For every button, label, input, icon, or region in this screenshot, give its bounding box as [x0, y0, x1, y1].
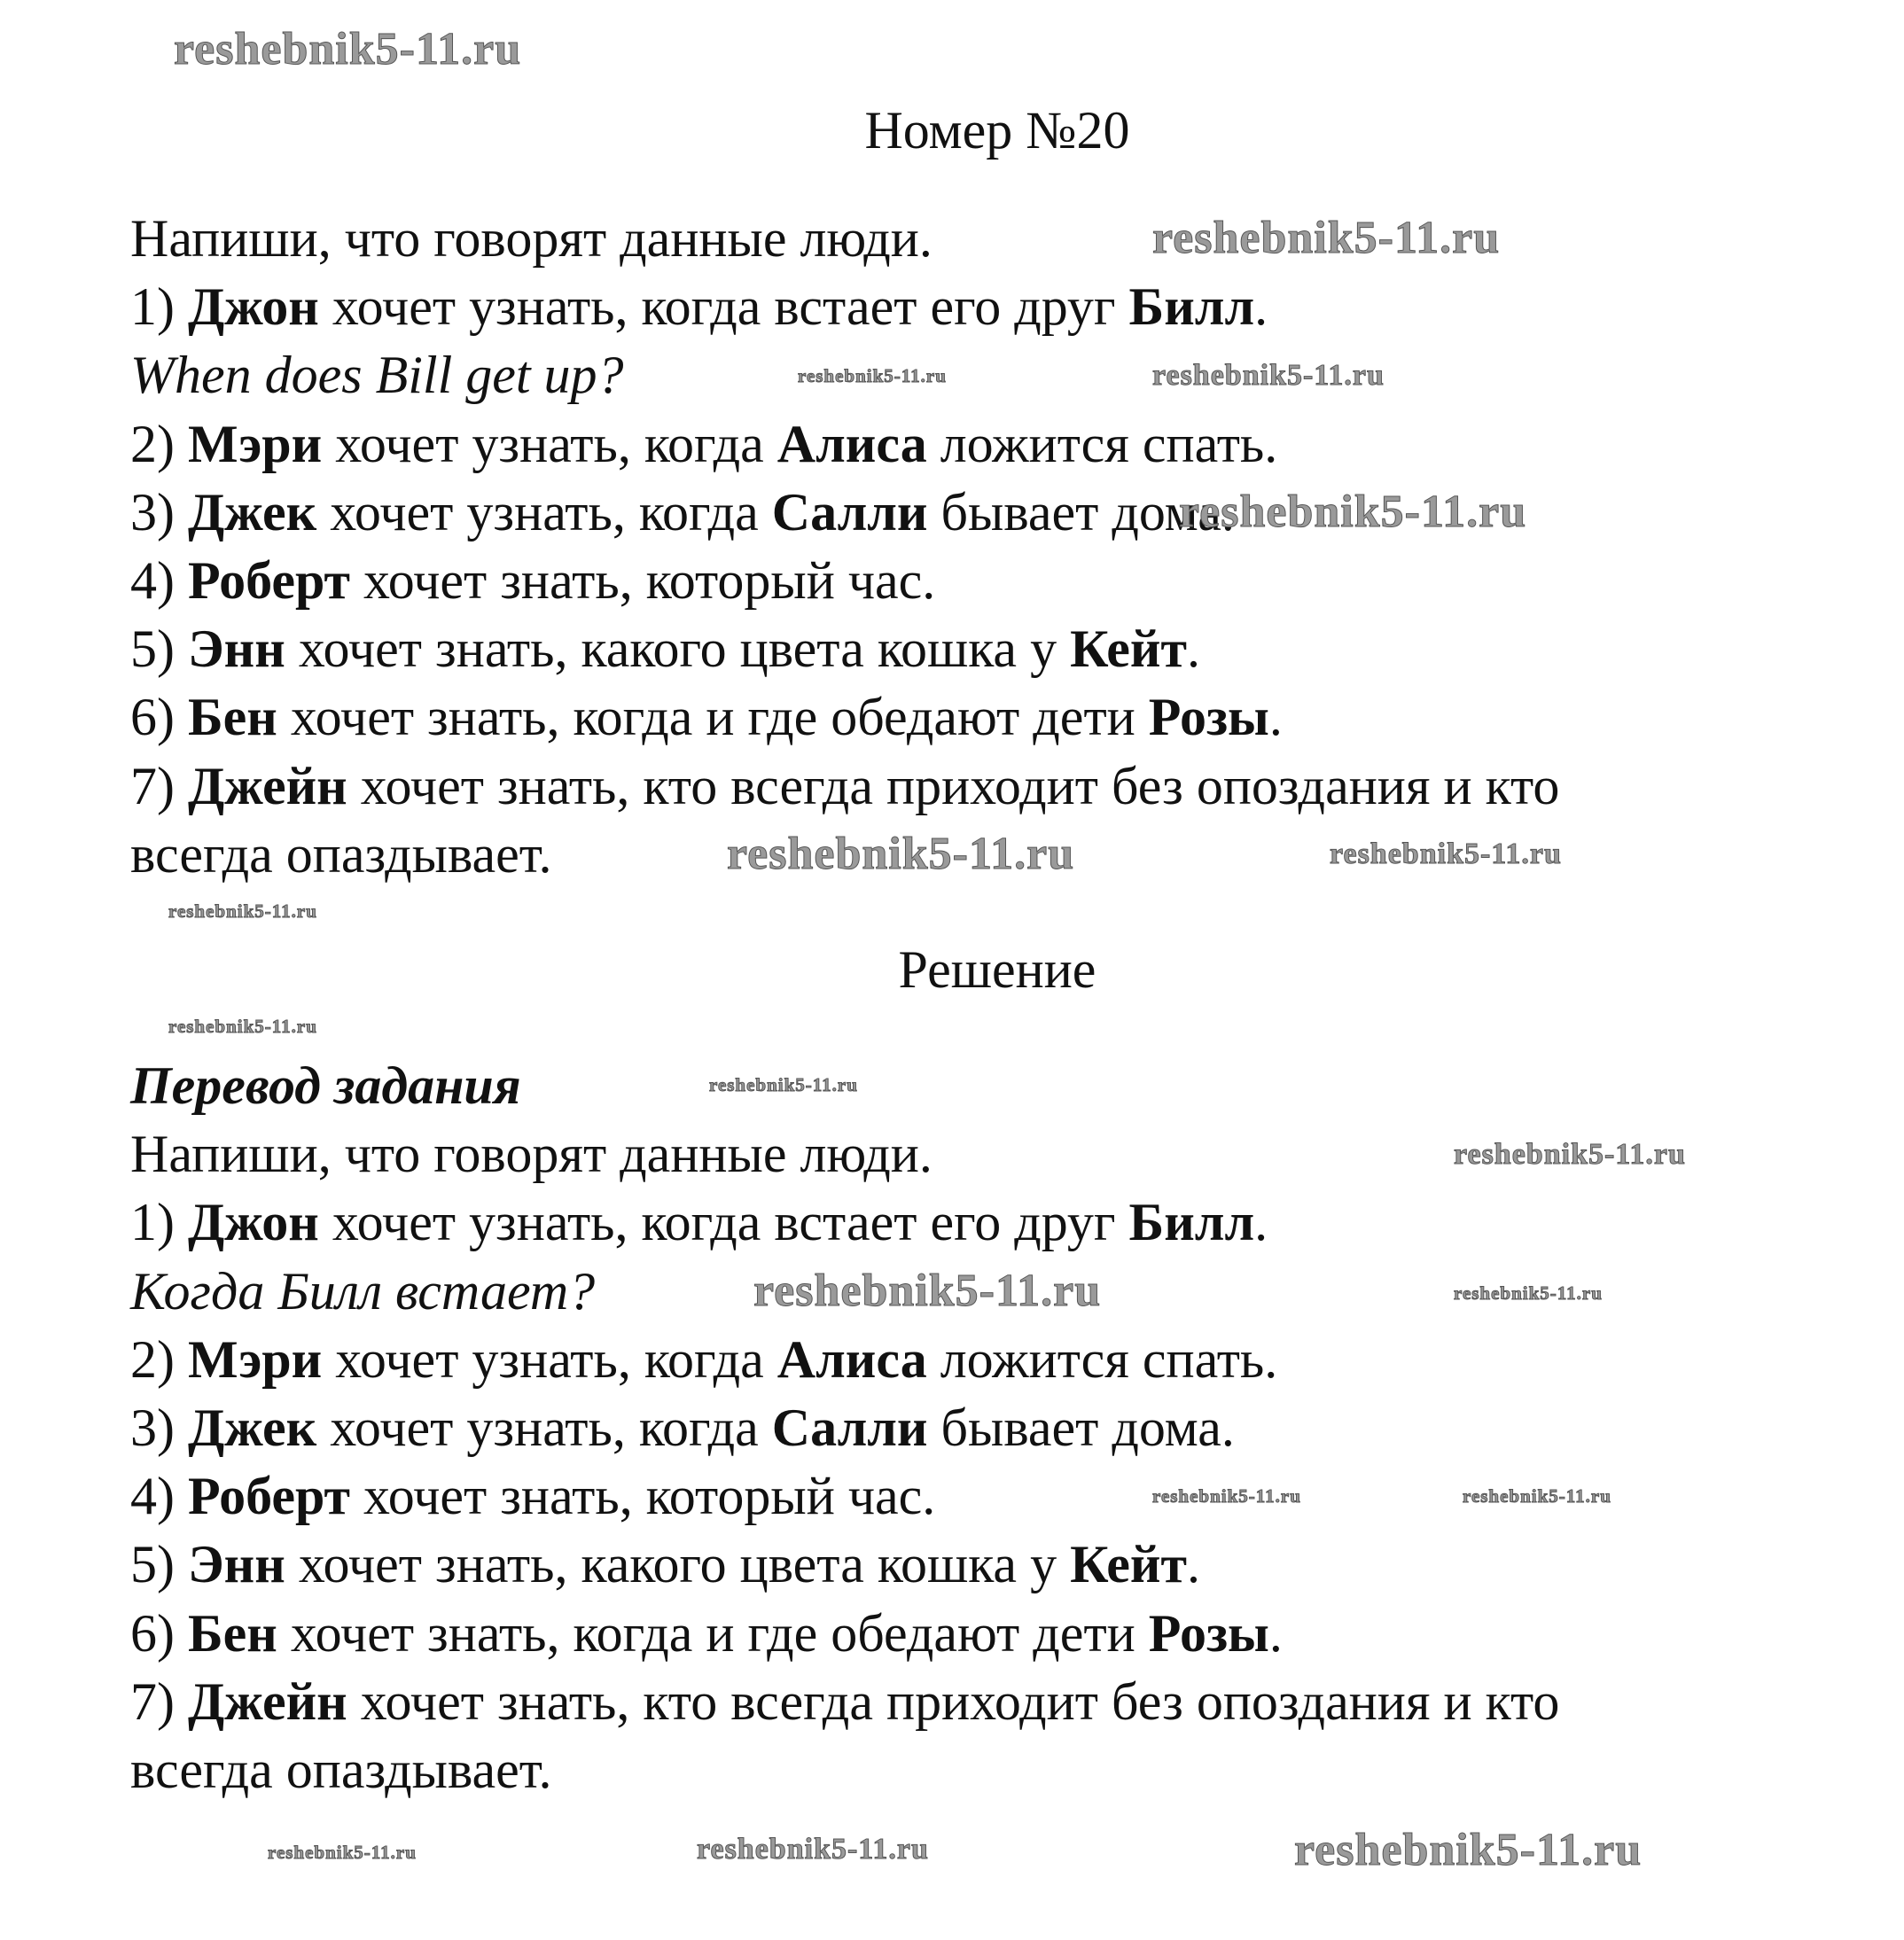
text-segment: .: [1254, 277, 1268, 336]
text-segment: 2): [130, 1330, 188, 1389]
text-segment: хочет знать, какого цвета кошка у: [285, 619, 1071, 678]
text-line: [130, 479, 1235, 547]
text-segment: Напиши, что говорят данные люди.: [130, 1125, 932, 1183]
text-segment: 2): [130, 415, 188, 473]
text-segment: 7): [130, 757, 188, 815]
text-segment: хочет знать, когда и где обедают дети: [277, 1604, 1149, 1663]
text-segment: бывает дома.: [927, 483, 1235, 541]
text-segment: хочет узнать, когда: [316, 1399, 772, 1457]
watermark: reshebnik5-11.ru: [1179, 487, 1527, 537]
solution-heading: Решение: [898, 940, 1096, 999]
text-segment: 1): [130, 277, 188, 336]
text-line: [130, 547, 935, 615]
text-segment: хочет узнать, когда: [322, 1330, 777, 1389]
page-title: Номер №20: [864, 101, 1130, 160]
text-segment: Напиши, что говорят данные люди.: [130, 209, 932, 268]
watermark: reshebnik5-11.ru: [1454, 1282, 1603, 1304]
text-line: [130, 1258, 595, 1326]
bold-text: Джейн: [187, 757, 347, 815]
bold-text: Алиса: [776, 1330, 927, 1389]
bold-text: Энн: [187, 1535, 285, 1593]
text-segment: хочет знать, кто всегда приходит без опоздания и кто: [347, 1672, 1560, 1731]
text-line: [130, 1120, 932, 1188]
text-segment: 6): [130, 688, 188, 746]
bold-text: Кейт: [1070, 619, 1187, 678]
watermark: reshebnik5-11.ru: [1454, 1138, 1686, 1171]
text-segment: хочет узнать, когда: [316, 483, 772, 541]
bold-text: Салли: [771, 1399, 928, 1457]
text-line: [130, 341, 624, 409]
watermark: reshebnik5-11.ru: [268, 1842, 417, 1863]
text-segment: 3): [130, 483, 188, 541]
text-segment: бывает дома.: [927, 1399, 1235, 1457]
bold-text: Джон: [187, 1193, 319, 1251]
text-line: [130, 273, 1268, 341]
text-line: [130, 1188, 1268, 1257]
bold-text: Билл: [1128, 1193, 1255, 1251]
bold-text: Перевод задания: [130, 1056, 521, 1115]
text-line: [130, 615, 1200, 683]
bold-text: Кейт: [1070, 1535, 1187, 1593]
watermark: reshebnik5-11.ru: [1152, 359, 1385, 392]
text-segment: 7): [130, 1672, 188, 1731]
text-segment: всегда опаздывает.: [130, 1741, 552, 1799]
text-segment: хочет знать, какого цвета кошка у: [285, 1535, 1071, 1593]
text-segment: .: [1254, 1193, 1268, 1251]
watermark: reshebnik5-11.ru: [1152, 213, 1501, 263]
watermark: reshebnik5-11.ru: [798, 365, 947, 386]
bold-text: Билл: [1128, 277, 1255, 336]
text-segment: 6): [130, 1604, 188, 1663]
text-segment: 1): [130, 1193, 188, 1251]
text-line: [130, 752, 1559, 821]
bold-text: Бен: [187, 1604, 277, 1663]
text-line: [130, 1736, 551, 1804]
text-line: [130, 410, 1277, 479]
text-segment: 3): [130, 1399, 188, 1457]
text-segment: 4): [130, 551, 188, 610]
watermark: reshebnik5-11.ru: [1294, 1825, 1643, 1875]
watermark: reshebnik5-11.ru: [1152, 1485, 1301, 1507]
text-line: [130, 1326, 1277, 1394]
text-segment: хочет знать, кто всегда приходит без опоздания и кто: [347, 757, 1560, 815]
bold-text: Мэри: [187, 1330, 323, 1389]
text-line: [130, 1394, 1235, 1462]
text-segment: хочет знать, который час.: [350, 1467, 936, 1525]
bold-text: Мэри: [187, 415, 323, 473]
text-line: [130, 1531, 1200, 1599]
text-line: [130, 683, 1283, 752]
text-segment: ложится спать.: [926, 415, 1278, 473]
text-segment: хочет узнать, когда встает его друг: [318, 277, 1129, 336]
watermark: reshebnik5-11.ru: [1463, 1485, 1611, 1507]
text-line: [130, 1462, 935, 1531]
text-segment: Когда Билл встает?: [130, 1262, 596, 1321]
watermark: reshebnik5-11.ru: [1330, 838, 1562, 870]
watermark: reshebnik5-11.ru: [697, 1833, 929, 1866]
watermark: reshebnik5-11.ru: [174, 24, 522, 74]
watermark: reshebnik5-11.ru: [168, 1016, 317, 1037]
watermark: reshebnik5-11.ru: [753, 1266, 1102, 1316]
bold-text: Энн: [187, 619, 285, 678]
bold-text: Джон: [187, 277, 319, 336]
text-line: [130, 205, 932, 273]
text-line: [130, 821, 551, 889]
bold-text: Роберт: [187, 551, 351, 610]
bold-text: Джейн: [187, 1672, 347, 1731]
text-segment: .: [1186, 619, 1200, 678]
bold-text: Розы: [1148, 1604, 1269, 1663]
text-line: [130, 1668, 1559, 1736]
watermark: reshebnik5-11.ru: [709, 1074, 858, 1095]
text-segment: ложится спать.: [926, 1330, 1278, 1389]
bold-text: Джек: [187, 483, 317, 541]
bold-text: Алиса: [776, 415, 927, 473]
text-segment: хочет знать, который час.: [350, 551, 936, 610]
text-segment: 5): [130, 619, 188, 678]
text-segment: 5): [130, 1535, 188, 1593]
text-segment: всегда опаздывает.: [130, 825, 552, 884]
bold-text: Роберт: [187, 1467, 351, 1525]
text-line: [130, 1052, 521, 1120]
text-segment: When does Bill get up?: [130, 346, 624, 404]
text-segment: .: [1186, 1535, 1200, 1593]
text-segment: хочет узнать, когда встает его друг: [318, 1193, 1129, 1251]
text-line: [130, 1600, 1283, 1668]
bold-text: Розы: [1148, 688, 1269, 746]
text-segment: хочет знать, когда и где обедают дети: [277, 688, 1149, 746]
text-segment: .: [1268, 1604, 1283, 1663]
watermark: reshebnik5-11.ru: [727, 829, 1075, 879]
text-segment: .: [1268, 688, 1283, 746]
bold-text: Салли: [771, 483, 928, 541]
text-segment: 4): [130, 1467, 188, 1525]
watermark: reshebnik5-11.ru: [168, 900, 317, 922]
bold-text: Джек: [187, 1399, 317, 1457]
bold-text: Бен: [187, 688, 277, 746]
text-segment: хочет узнать, когда: [322, 415, 777, 473]
